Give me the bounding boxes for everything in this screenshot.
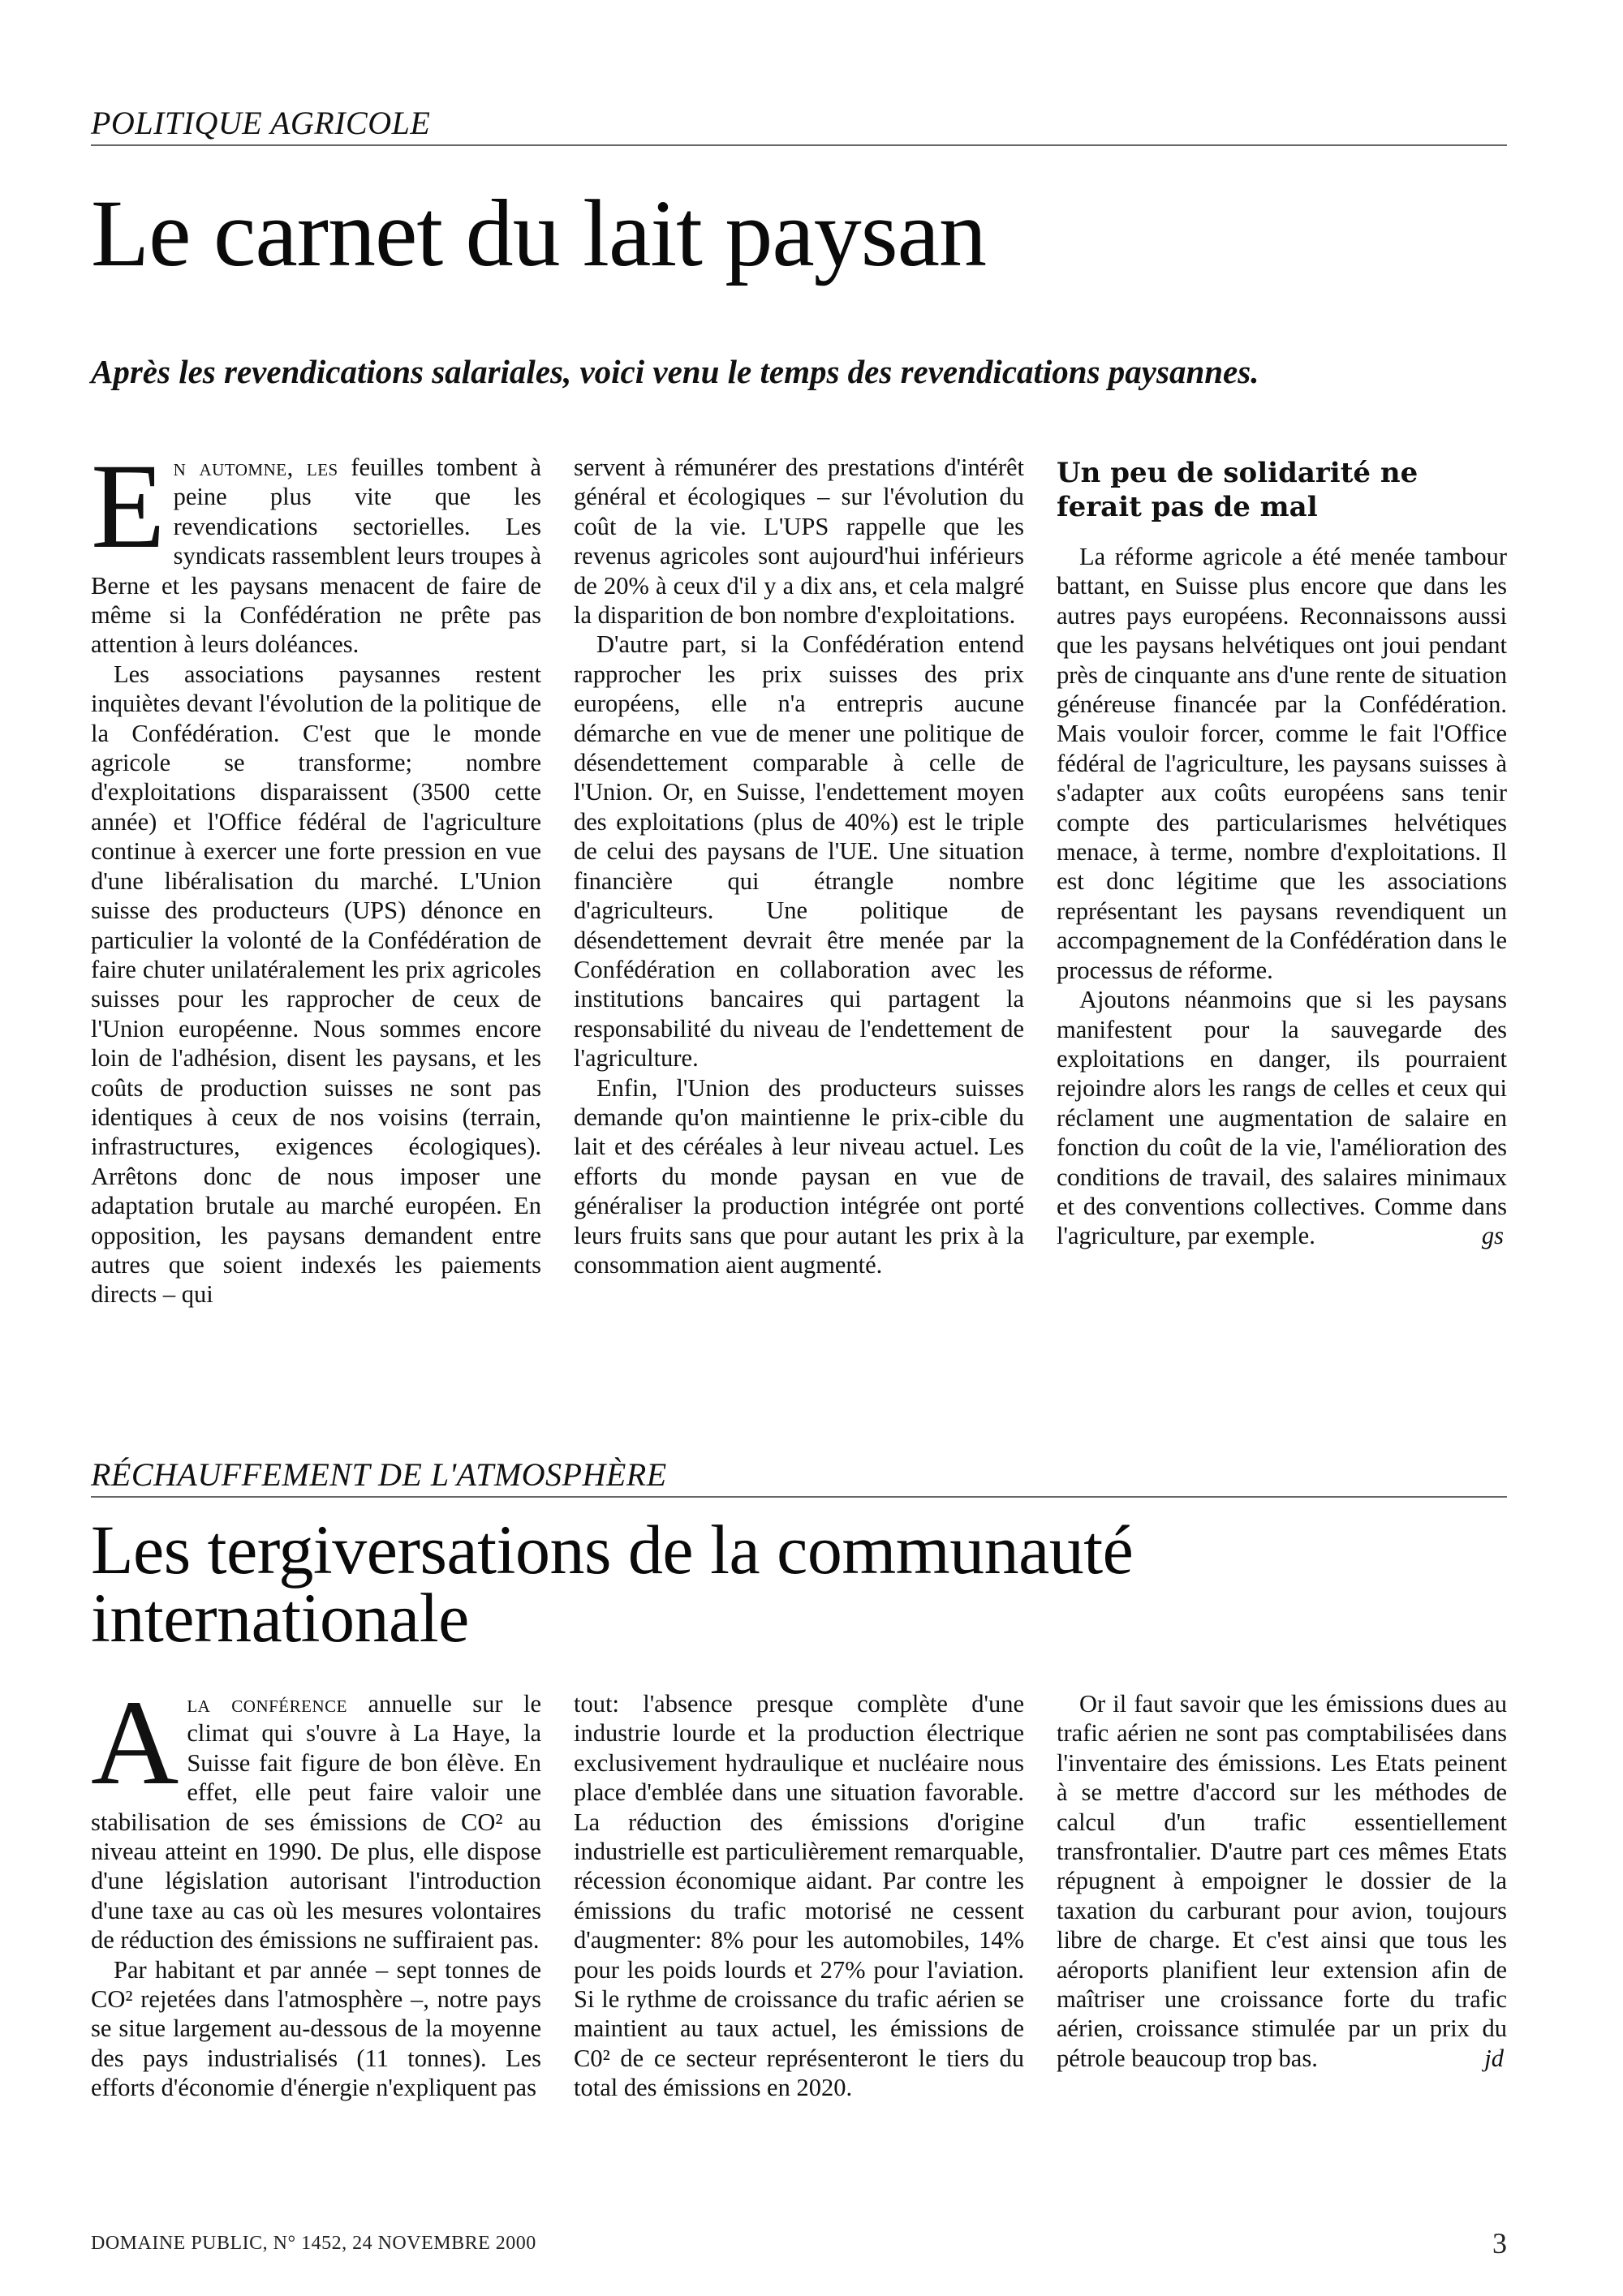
paragraph: Les associations paysannes restent inquiètes devant l'évolution de la politique de la Confédération. C'est que le monde agricole se transforme; nombre d'exploitations disparaissent (3500 cette année) et l'Office fédéral de l'agriculture continue à exercer une forte pression en vue d'une libéralisation du marché. L'Union suisse des producteurs (UPS) dénonce en particulier la volonté de la Confédération de faire chuter unilatéralement les prix agricoles suisses pour les rapprocher de ceux de l'Union européenne. Nous sommes encore loin de l'adhésion, disent les paysans, et les coûts de production suisses ne sont pas identiques à ceux de nos voisins (terrain, infrastructures, exigences écologiques). Arrêtons donc de nous imposer une adaptation brutale au marché européen. En opposition, les paysans demandent entre autres que soient indexés les paiements directs – qui bbox=[91, 660, 541, 1309]
article1-column-3 bbox=[1057, 456, 1507, 1251]
paragraph-text: Or il faut savoir que les émissions dues au trafic aérien ne sont pas comptabilisées dans l'inventaire des émissions. Les Etats peinent à se mettre d'accord sur les méthodes de calcul d'un trafic essentiellement transfrontalier. D'autre part ces mêmes Etats répugnent à empoigner le dossier de la taxation du carburant pour avion, toujours libre de charge. Et c'est ainsi que tous les aéroports planifient leur extension afin de maîtriser une croissance forte du trafic aérien, croissance stimulée par un prix du pétrole beaucoup trop bas. bbox=[1057, 1690, 1507, 2072]
lead-smallcaps: la conférence bbox=[187, 1690, 347, 1718]
drop-cap: E bbox=[91, 439, 166, 574]
paragraph: tout: l'absence presque complète d'une industrie lourde et la production électrique exclusivement hydraulique et nucléaire nous place d'emblée dans une situation favorable. La réduction des émissions d'origine industrielle est particulièrement remarquable, récession économique aidant. Par contre les émissions du trafic motorisé ne cessent d'augmenter: 8% pour les automobiles, 14% pour les poids lourds et 27% pour l'aviation. Si le rythme de croissance du trafic aérien se maintient au taux actuel, les émissions de C0² de ce secteur représenteront le tiers du total des émissions en 2020. bbox=[574, 1690, 1024, 2102]
section-rubric-agriculture: POLITIQUE AGRICOLE bbox=[91, 105, 1507, 146]
paragraph bbox=[1057, 1689, 1507, 2073]
author-signature: jd bbox=[1484, 2044, 1504, 2072]
article1-column-1 bbox=[91, 439, 541, 1309]
page bbox=[91, 0, 1507, 2296]
author-signature: gs bbox=[1481, 1222, 1504, 1250]
paragraph bbox=[91, 439, 541, 660]
section-rubric-atmosphere: RÉCHAUFFEMENT DE L'ATMOSPHÈRE bbox=[91, 1457, 1507, 1498]
lead-smallcaps: n automne, les bbox=[173, 454, 338, 481]
article1-column-2 bbox=[574, 453, 1024, 1279]
footer-publication: DOMAINE PUBLIC, N° 1452, 24 NOVEMBRE 2000 bbox=[91, 2233, 536, 2254]
article-title-tergiversations: Les tergiversations de la communauté internationale bbox=[91, 1511, 1134, 1657]
page-number: 3 bbox=[1492, 2227, 1507, 2259]
paragraph: D'autre part, si la Confédération entend rapprocher les prix suisses des prix européens, elle n'a entrepris aucune démarche en vue de mener une politique de désendettement comparable à celle de l'Union. Or, en Suisse, l'endettement moyen des exploitations (plus de 40%) est le triple de celui des paysans de l'UE. Une situation financière qui étrangle nombre d'agriculteurs. Une politique de désendettement devrait être menée par la Confédération en collaboration avec les institutions bancaires qui partagent la responsabilité du niveau de l'endettement de l'agriculture. bbox=[574, 630, 1024, 1073]
paragraph: La réforme agricole a été menée tambour battant, en Suisse plus encore que dans les autres pays européens. Reconnaissons aussi que les paysans helvétiques ont joui pendant près de cinquante ans d'une rente de situation généreuse financée par la Confédération. Mais vouloir forcer, comme le fait l'Office fédéral de l'agriculture, les paysans suisses à s'adapter aux coûts européens sans tenir compte des particularismes helvétiques menace, à terme, nombre d'exploitations. Il est donc légitime que les associations représentant les paysans revendiquent un accompagnement de la Confédération dans le processus de réforme. bbox=[1057, 543, 1507, 984]
drop-cap: A bbox=[91, 1675, 179, 1810]
paragraph: Par habitant et par année – sept tonnes de CO² rejetées dans l'atmosphère –, notre pays se situe largement au-dessous de la moyenne des pays industrialisés (11 tonnes). Les efforts d'économie d'énergie n'expliquent pas bbox=[91, 1955, 541, 2102]
paragraph bbox=[91, 1675, 541, 1955]
paragraph-text: feuilles tombent à peine plus vite que les revendications sectorielles. Les syndicats rassemblent leurs troupes à Berne et les paysans menacent de faire de même si la Confédération ne prête pas attention à leurs doléances. bbox=[91, 454, 541, 659]
paragraph: Enfin, l'Union des producteurs suisses demande qu'on maintienne le prix-cible du lait et des céréales à leur niveau actuel. Les efforts du monde paysan en vue de généraliser la production intégrée ont porté leurs fruits sans que pour autant les prix à la consommation aient augmenté. bbox=[574, 1073, 1024, 1279]
paragraph bbox=[1057, 985, 1507, 1251]
article2-column-1 bbox=[91, 1675, 541, 2103]
paragraph-text: annuelle sur le climat qui s'ouvre à La Haye, la Suisse fait figure de bon élève. En effet, elle peut faire valoir une stabilisation de ses émissions de CO² au niveau atteint en 1990. De plus, elle dispose d'une législation autorisant l'introduction d'une taxe au cas où les mesures volontaires de réduction des émissions ne suffiraient pas. bbox=[91, 1690, 541, 1954]
subheading-solidarite: Un peu de solidarité ne ferait pas de mal bbox=[1057, 457, 1419, 523]
article-title-lait: Le carnet du lait paysan bbox=[91, 180, 987, 286]
paragraph-text: Ajoutons néanmoins que si les paysans manifestent pour la sauvegarde des exploitations en danger, ils pourraient rejoindre alors les rangs de celles et ceux qui réclament une augmentation de salaire en fonction du coût de la vie, l'amélioration des conditions de travail, des salaires minimaux et des conventions collectives. Comme dans l'agriculture, par exemple. bbox=[1057, 986, 1507, 1250]
article2-column-3 bbox=[1057, 1689, 1507, 2073]
paragraph: servent à rémunérer des prestations d'intérêt général et écologiques – sur l'évolution du coût de la vie. L'UPS rappelle que les revenus agricoles sont aujourd'hui inférieurs de 20% à ceux d'il y a dix ans, et cela malgré la disparition de bon nombre d'exploitations. bbox=[574, 454, 1024, 630]
article2-column-2 bbox=[574, 1689, 1024, 2103]
article-lede-lait: Après les revendications salariales, voici venu le temps des revendications paysannes. bbox=[91, 353, 1259, 390]
